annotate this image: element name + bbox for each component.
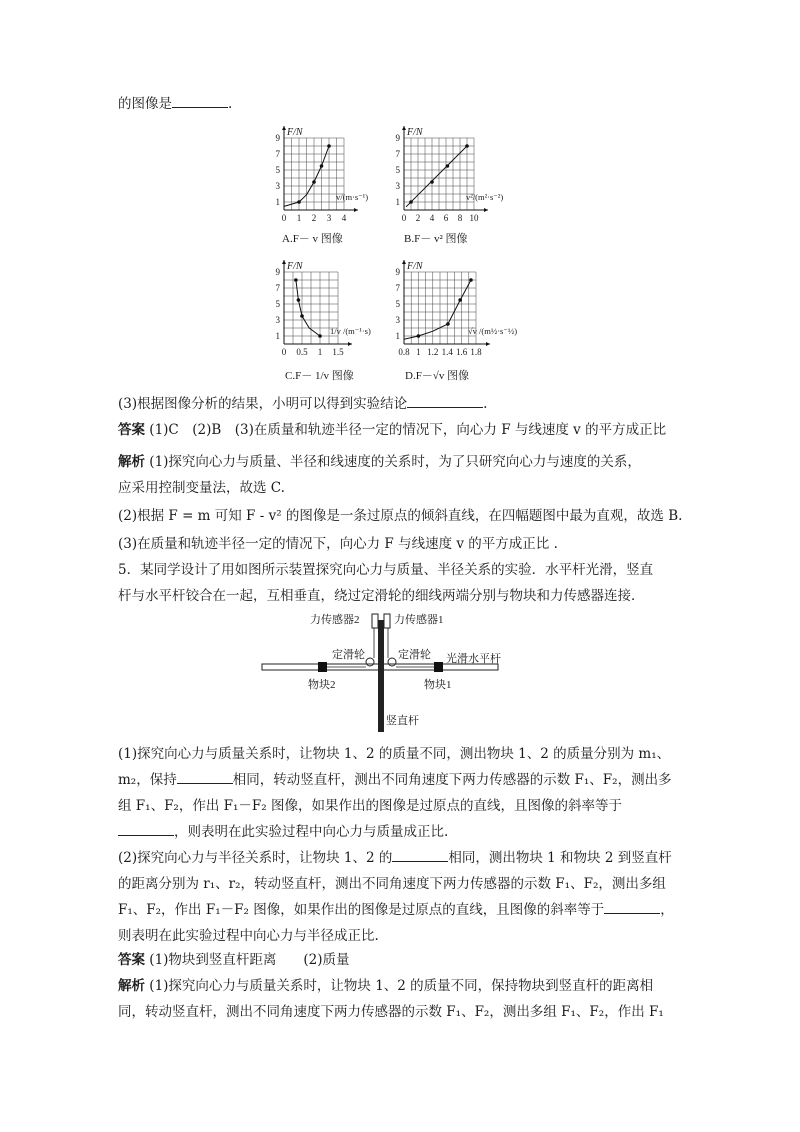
- analysis-2-line-2: 同，转动竖直杆，测出不同角速度下两力传感器的示数 F₁、F₂，测出多组 F₁、F₂，作出 F₁: [118, 1004, 664, 1020]
- answer-label: 答案: [118, 422, 145, 438]
- y-tick-label: 3: [275, 315, 280, 325]
- chart-d: [384, 262, 534, 372]
- analysis-line-1: [118, 452, 641, 472]
- part2-text-c: F₁、F₂，作出 F₁－F₂ 图像，如果作出的图像是过原点的直线，且图像的斜率等于: [118, 902, 605, 918]
- y-tick-label: 9: [275, 133, 280, 143]
- x-tick-label: 4: [341, 213, 347, 223]
- y-tick-label: 3: [275, 181, 280, 191]
- x-tick-label: 1.5: [332, 347, 344, 357]
- x-tick-label: 6: [443, 213, 449, 223]
- part2-text-b: 相同，测出物块 1 和物块 2 到竖直杆: [448, 850, 672, 866]
- x-axis-label: 1/v /(m⁻¹·s): [330, 326, 371, 336]
- x-axis-arrow: [486, 342, 490, 346]
- x-tick-label: 0: [401, 213, 407, 223]
- analysis-text: (1)探究向心力与质量关系时，让物块 1、2 的质量不同，保持物块到竖直杆的距离相: [149, 978, 654, 994]
- data-point: [320, 164, 324, 168]
- chart-b-caption: B.F－ v² 图像: [404, 233, 468, 245]
- apparatus-diagram: [262, 612, 502, 732]
- chart-a-caption: A.F－ v 图像: [282, 233, 343, 245]
- answer-blank[interactable]: [392, 848, 448, 862]
- y-axis-arrow: [402, 260, 406, 264]
- series-line: [404, 280, 471, 339]
- part2-line-4: 则表明在此实验过程中向心力与半径成正比.: [118, 928, 379, 944]
- y-tick-label: 9: [395, 267, 400, 277]
- y-axis-label: F/N: [407, 261, 423, 272]
- y-tick-label: 5: [275, 165, 280, 175]
- x-tick-label: 1.4: [441, 347, 453, 357]
- answer-line: [118, 420, 666, 440]
- analysis-line-4: (3)在质量和轨迹半径一定的情况下，向心力 F 与线速度 v 的平方成正比 .: [118, 536, 558, 552]
- answer-text: (1)物块到竖直杆距离 (2)质量: [149, 952, 350, 968]
- sensor-2-box: [372, 614, 378, 628]
- part1-line-4: [118, 822, 448, 842]
- data-point: [446, 322, 450, 326]
- x-tick-label: 1: [317, 347, 323, 357]
- q3-text: (3)根据图像分析的结果，小明可以得到实验结论: [118, 396, 408, 412]
- part2-line-3: [118, 900, 674, 920]
- y-tick-label: 9: [275, 267, 280, 277]
- x-axis-label: √v /(m½·s⁻½): [468, 326, 518, 336]
- chart-c-caption: C.F－ 1/v 图像: [285, 370, 354, 382]
- sensor-1-box: [384, 614, 390, 628]
- y-tick-label: 7: [395, 283, 400, 293]
- fill-line: [118, 94, 232, 114]
- y-tick-label: 5: [395, 165, 400, 175]
- answer-blank[interactable]: [177, 770, 233, 784]
- x-tick-label: 0: [281, 347, 287, 357]
- y-axis-label: F/N: [287, 261, 303, 272]
- analysis-line-2: 应采用控制变量法，故选 C.: [118, 480, 285, 496]
- vertical-rod-label: 竖直杆: [386, 715, 419, 727]
- chart-a: [262, 124, 382, 246]
- part2-text-a: (2)探究向心力与半径关系时，让物块 1、2 的: [118, 850, 393, 866]
- y-tick-label: 1: [395, 197, 400, 207]
- y-axis-label: F/N: [287, 127, 303, 138]
- block-2: [318, 662, 327, 672]
- part1-line-3: 组 F₁、F₂，作出 F₁－F₂ 图像，如果作出的图像是过原点的直线，且图像的斜率等于: [118, 798, 622, 814]
- y-axis-arrow: [282, 260, 286, 264]
- period: .: [228, 96, 233, 112]
- y-tick-label: 1: [275, 197, 280, 207]
- answer-label: 答案: [118, 952, 145, 968]
- y-tick-label: 3: [395, 181, 400, 191]
- x-tick-label: 2: [415, 213, 421, 223]
- data-point: [312, 180, 316, 184]
- series-line: [296, 280, 320, 336]
- sensor-1-label: 力传感器1: [394, 614, 444, 626]
- chart-d-caption: D.F－√v 图像: [405, 370, 470, 382]
- analysis-line-3: (2)根据 F = m 可知 F - v² 的图像是一条过原点的倾斜直线，在四幅题图中最为直观，故选 B.: [118, 508, 683, 524]
- x-tick-label: 10: [469, 213, 479, 223]
- part1-text-a: m₂，保持: [118, 772, 177, 788]
- chart-b: [384, 124, 534, 246]
- x-tick-label: 1: [416, 347, 421, 357]
- rod-label: 光滑水平杆: [446, 653, 501, 665]
- part2-line-2: 的距离分别为 r₁、r₂，转动竖直杆，测出不同角速度下两力传感器的示数 F₁、F₂，测出多组: [118, 876, 666, 892]
- pulley-right: [388, 658, 396, 666]
- part2-line-1: [118, 848, 672, 868]
- answer-text: (1)C (2)B (3)在质量和轨迹半径一定的情况下，向心力 F 与线速度 v 的平方成正比: [149, 422, 667, 438]
- y-tick-label: 9: [395, 133, 400, 143]
- comma: ，: [660, 902, 674, 918]
- x-tick-label: 1: [296, 213, 302, 223]
- data-point: [300, 314, 304, 318]
- y-tick-label: 7: [275, 149, 280, 159]
- series-line: [406, 146, 467, 207]
- y-tick-label: 7: [275, 283, 280, 293]
- y-axis-label: F/N: [407, 127, 423, 138]
- data-point: [446, 164, 450, 168]
- x-axis-arrow: [354, 208, 358, 212]
- data-point: [327, 144, 331, 148]
- analysis-text: (1)探究向心力与质量、半径和线速度的关系时，为了只研究向心力与速度的关系，: [149, 454, 641, 470]
- data-point: [458, 298, 462, 302]
- analysis-label: 解析: [118, 978, 145, 994]
- x-tick-label: 1.2: [427, 347, 439, 357]
- answer-blank[interactable]: [118, 822, 174, 836]
- sensor-2-label: 力传感器2: [310, 614, 360, 626]
- y-tick-label: 5: [275, 299, 280, 309]
- analysis-2-line-1: [118, 976, 653, 996]
- part1-line-1: (1)探究向心力与质量关系时，让物块 1、2 的质量不同，测出物块 1、2 的质量分别为 m₁、: [118, 746, 671, 762]
- data-point: [469, 278, 473, 282]
- block-1-label: 物块1: [424, 679, 452, 691]
- x-tick-label: 2: [311, 213, 317, 223]
- question-3: [118, 394, 487, 414]
- x-tick-label: 0.5: [296, 347, 308, 357]
- x-tick-label: 1.6: [455, 347, 468, 357]
- y-tick-label: 1: [395, 331, 400, 341]
- y-axis-arrow: [402, 126, 406, 130]
- y-tick-label: 1: [275, 331, 280, 341]
- pulley-left: [366, 658, 374, 666]
- x-tick-label: 3: [326, 213, 332, 223]
- part1-line-2: [118, 770, 672, 790]
- x-tick-label: 0.8: [398, 347, 410, 357]
- data-point: [409, 200, 413, 204]
- vertical-rod-shape: [378, 620, 384, 732]
- answer-blank[interactable]: [604, 900, 660, 914]
- answer-blank[interactable]: [407, 394, 483, 408]
- y-tick-label: 5: [395, 299, 400, 309]
- block-2-label: 物块2: [308, 679, 336, 691]
- period: .: [483, 396, 488, 412]
- part1-text-b: 相同，转动竖直杆，测出不同角速度下两力传感器的示数 F₁、F₂，测出多: [232, 772, 672, 788]
- y-tick-label: 3: [395, 315, 400, 325]
- x-axis-arrow: [348, 342, 352, 346]
- data-point: [297, 200, 301, 204]
- pulley-left-label: 定滑轮: [332, 649, 365, 661]
- x-axis-arrow: [484, 208, 488, 212]
- line-text: 的图像是: [118, 96, 172, 112]
- answer-2-line: [118, 950, 350, 970]
- data-point: [417, 334, 421, 338]
- question-5-line-2: 杆与水平杆铰合在一起，互相垂直，绕过定滑轮的细线两端分别与物块和力传感器连接．: [118, 588, 645, 604]
- data-point: [430, 180, 434, 184]
- y-tick-label: 7: [395, 149, 400, 159]
- x-axis-label: v²/(m²·s⁻²): [466, 192, 504, 202]
- y-axis-arrow: [282, 126, 286, 130]
- question-5-line-1: 5．某同学设计了用如图所示装置探究向心力与质量、半径关系的实验．水平杆光滑，竖直: [118, 562, 654, 578]
- analysis-label: 解析: [118, 454, 145, 470]
- x-tick-label: 4: [429, 213, 435, 223]
- data-point: [294, 278, 298, 282]
- x-tick-label: 8: [457, 213, 463, 223]
- part1-text-c: ，则表明在此实验过程中向心力与质量成正比.: [174, 824, 449, 840]
- data-point: [465, 144, 469, 148]
- x-tick-label: 0: [281, 213, 287, 223]
- answer-blank[interactable]: [172, 94, 228, 108]
- pulley-right-label: 定滑轮: [398, 649, 431, 661]
- data-point: [318, 334, 322, 338]
- chart-c: [262, 262, 382, 372]
- block-1: [434, 662, 443, 672]
- x-tick-label: 1.8: [470, 347, 482, 357]
- x-axis-label: v/(m·s⁻¹): [336, 192, 369, 202]
- data-point: [297, 298, 301, 302]
